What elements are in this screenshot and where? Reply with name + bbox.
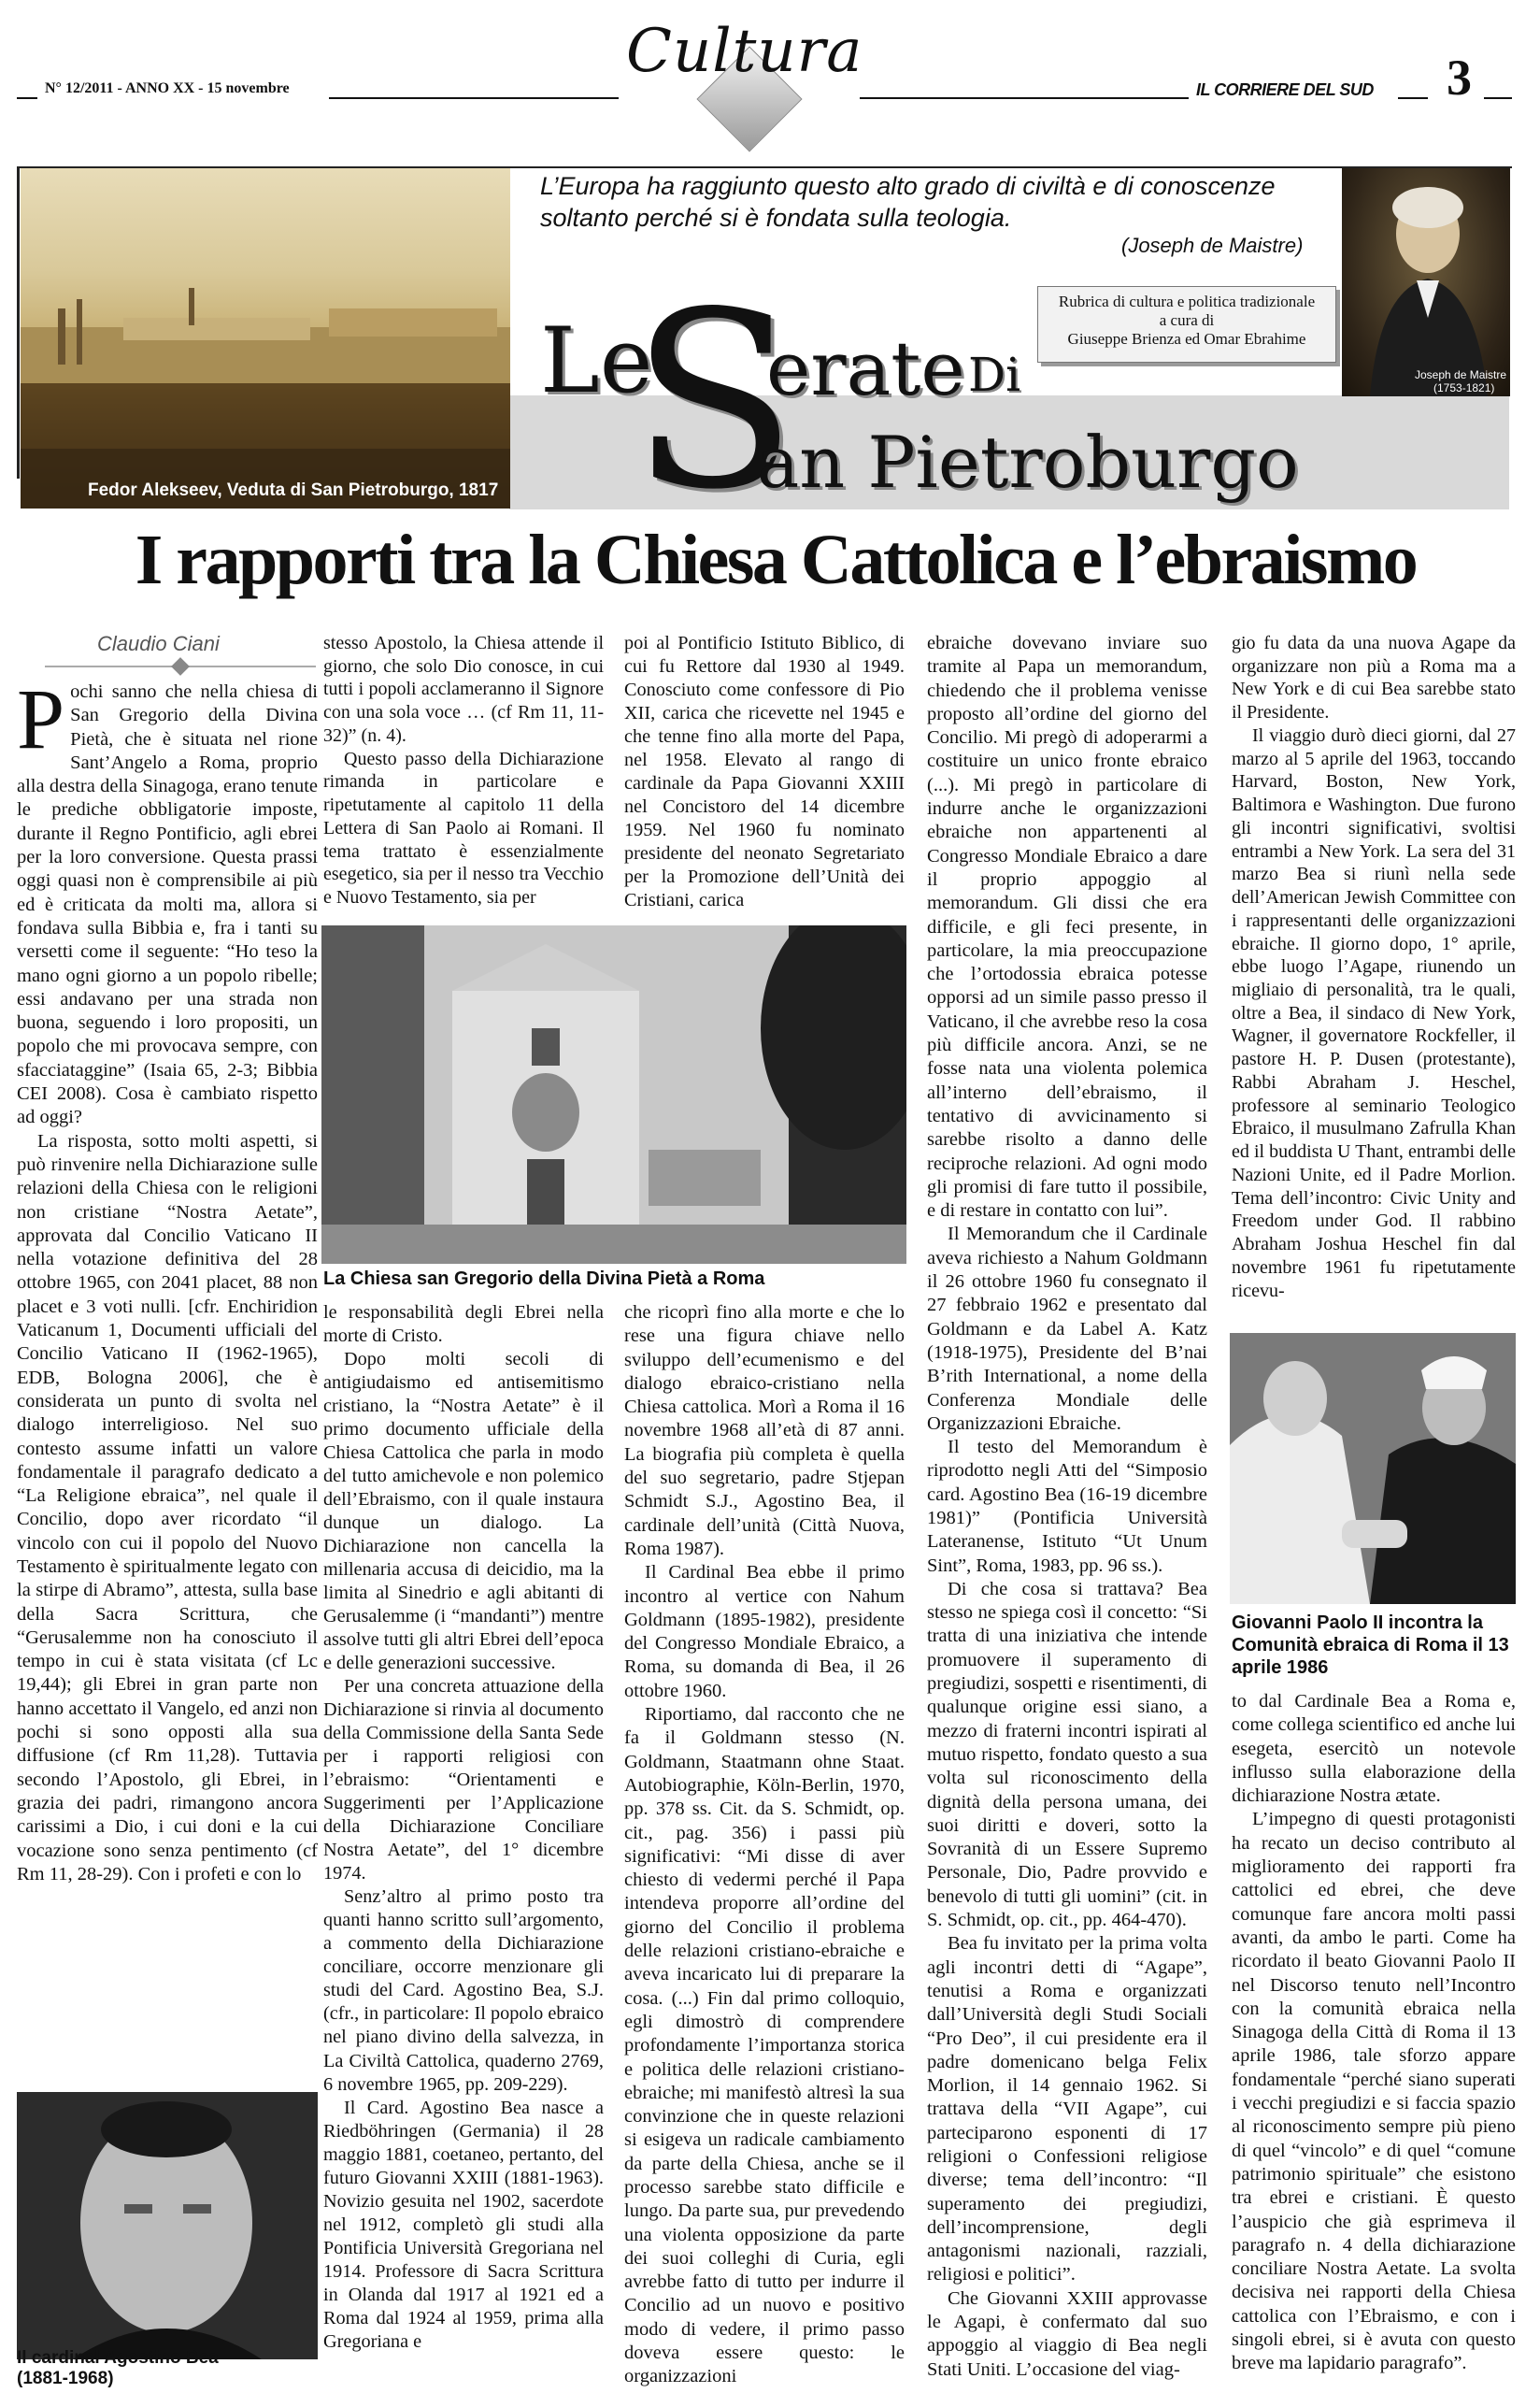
paragraph [1232,632,1516,724]
pope-artwork [1230,1333,1516,1604]
paragraph-text: Di che cosa si trattava? Bea stesso ne spiega così il concetto: “Si tratta di una iniziativa che intende promuovere il superamento di pregiudizi, sospetti e risentimenti, di qualunque origine essi siano, a mezzo di fraterni incontri ispirati al mutuo rispetto, fondato questo a sua volta sul riconoscimento della dignità della persona umana, dei suoi diritti e doveri, sotto la Sovranità di un Essere Supremo Personale, Dio, Padre provvido e benevolo di tutti gli uomini” (cit. in S. Schmidt, op. cit., pp. 464-470). [927,1578,1207,1931]
painting-caption: Fedor Alekseev, Veduta di San Pietroburgo, 1817 [88,480,499,500]
paragraph-text: Il viaggio durò dieci giorni, dal 27 marzo al 5 aprile del 1963, toccando Harvard, Boston, New York, Baltimora e Washington. Due furono gli incontri significativi, svoltisi entrambi a New York. La sera del 31 marzo Bea si riunì nella sede dell’American Jewish Committee con i rappresentanti delle organizzazioni ebraiche. Il giorno dopo, 1° aprile, ebbe luogo l’Agape, riunendo un migliaio di personalità, tra le quali, oltre a Bea, il sindaco di New York, Wagner, il governatore Rockfeller, il pastore H. P. Dusen (protestante), Rabbi Abraham J. Heschel, professore al seminario Teologico Ebraico, il musulmano Zafrulla Khan ed il buddista U Thant, entrambi delle Nazioni Unite, ed il Padre Morlion. Tema dell’incontro: Civic Unity and Freedom under God. Il rabbino Abraham Joshua Heschel fin dal novembre 1961 fu ripetutamente ricevu- [1232,724,1516,1301]
church-photo [321,925,906,1264]
banner-quote: L’Europa ha raggiunto questo alto grado di civiltà e di conoscenze soltanto perché si è fondata sulla teologia. [540,172,1276,232]
paragraph-text: Il Card. Agostino Bea nasce a Riedböhringen (Germania) il 28 maggio 1881, coetaneo, pertanto, del futuro Giovanni XXIII (1881-1963). Novizio gesuita nel 1902, sacerdote nel 1912, completò gli studi alla Pontificia Università Gregoriana nel 1914. Professore di Sacra Scrittura in Olanda dal 1917 al 1921 ed a Roma dal 1924 al 1959, prima alla Gregoriana e [323,2097,604,2352]
rubrica-line-1: Rubrica di cultura e politica tradizionale [1058,293,1316,310]
column-2-bottom [323,1301,604,2393]
paragraph [927,1223,1207,1436]
series-title-erate: erate [766,325,965,412]
column-4 [927,632,1207,2393]
header-rule-mid-left [329,97,619,99]
paragraph [1232,724,1516,1302]
portrait-caption-name: Joseph de Maistre [1415,368,1507,381]
paragraph [323,2097,604,2354]
paragraph [1232,1690,1516,1808]
paragraph [323,1348,604,1675]
bea-photo [17,2092,318,2359]
paragraph [927,632,1207,1223]
page-number: 3 [1447,50,1472,106]
rubrica-box [1037,286,1336,363]
paragraph [927,1436,1207,1578]
pope-caption: Giovanni Paolo II incontra la Comunità ebraica di Roma il 13 aprile 1986 [1232,1612,1509,1678]
de-maistre-portrait [1342,168,1510,396]
paragraph [323,632,604,748]
portrait-caption-dates: (1753-1821) [1433,381,1495,394]
painting-artwork [21,168,510,509]
church-caption: La Chiesa san Gregorio della Divina Pietà a Roma [323,1268,765,1289]
banner-frame [17,166,20,479]
paragraph-text: L’impegno di questi protagonisti ha recato un deciso contributo al miglioramento dei rapporti fra cattolici ed ebrei, che deve comunque fare ancora molti passi avanti, da ambo le parti. Come ha ricordato il beato Giovanni Paolo II nel Discorso tenuto nell’Incontro con la comunità ebraica nella Sinagoga della Città di Roma il 13 aprile 1986, tale sforzo appare fondamentale “perché siano superati i vecchi pregiudizi e si faccia spazio al riconoscimento sempre più pieno di quel “vincolo” e di quel “comune patrimonio spirituale” che esistono tra ebrei e cristiani. È questo l’auspicio che già esprimeva il paragrafo n. 4 della dichiarazione conciliare Nostra Aetate. La svolta decisiva nei rapporti della Chiesa cattolica con l’Ebraismo, e con i singoli ebrei, si è avuta con questo breve ma lapidario paragrafo”. [1232,1809,1516,2374]
paragraph [1232,1808,1516,2375]
paragraph [323,1301,604,1348]
paragraph [323,748,604,910]
paragraph-text: Il testo del Memorandum è riprodotto negli Atti del “Simposio card. Agostino Bea (16-19 dicembre 1981)” (Pontificia Università Lateranense, Istituto “Ut Unum Sint”, Roma, 1983, pp. 96 ss.). [927,1437,1207,1576]
paragraph-text: le responsabilità degli Ebrei nella morte di Cristo. [323,1302,604,1347]
paragraph [624,1703,905,2389]
quote-author: (Joseph de Maistre) [1121,234,1304,257]
paragraph-text: Il Cardinal Bea ebbe il primo incontro al vertice con Nahum Goldmann (1895-1982), presidente del Congresso Mondiale Ebraico, a Roma, su domanda di Bea, il 26 ottobre 1960. [624,1562,905,1701]
series-title-s: S [631,261,798,543]
paragraph-text: ebraiche dovevano inviare suo tramite al Papa un memorandum, chiedendo che il problema venisse proposto all’ordine del giorno del Concilio. Mi pregò di adoperarmi a costituire un unico fronte ebraico (...). Mi pregò in particolare di indurre anche le organizzazioni ebraiche non appartenenti al Congresso Mondiale Ebraico a dare il proprio appoggio al memorandum. Gli dissi che era difficile, e gli feci presente, in particolare, la mia preoccupazione che l’ortodossia ebraica potesse opporsi ad un simile passo presso il Vaticano, il che avrebbe reso la cosa più difficile ancora. Anzi, se ne fosse nata una violenta polemica all’interno dell’ebraismo, il tentativo di avvicinamento si sarebbe risolto a danno delle reciproche relazioni. Ad ogni modo gli promisi di fare tutto il possibile, e di restare in contatto con lui”. [927,633,1207,1222]
paragraph-text: gio fu data da una nuova Agape da organizzare non più a Roma ma a New York e di cui Bea sarebbe stato il Presidente. [1232,633,1516,724]
paragraph-text: Senz’altro al primo posto tra quanti hanno scritto sull’argomento, a commento della Dichiarazione conciliare, occorre menzionare gli studi del Card. Agostino Bea, S.J. (cfr., in particolare: Il popolo ebraico nel piano divino della salvezza, in La Civiltà Cattolica, quaderno 2769, 6 novembre 1965, pp. 209-229). [323,1886,604,2095]
paragraph [624,1561,905,1703]
church-artwork [321,925,906,1264]
newspaper-name: IL CORRIERE DEL SUD [1196,80,1374,99]
paragraph-text: La risposta, sotto molti aspetti, si può rinvenire nella Dichiarazione sulle relazioni della Chiesa con le religioni non cristiane “Nostra Aetate”, approvata dal Concilio Vaticano II nella votazione definitiva del 28 ottobre 1965, con 2041 placet, 88 non placet e 3 voti nulli. [cfr. Enchiridion Vaticanum 1, Documenti ufficiali del Concilio Vaticano II (1962-1965), EDB, Bologna 2006], che è considerata un punto di svolta nel dialogo interreligioso. Nel suo contesto assume infatti un valore fondamentale il paragrafo dedicato a “La Religione ebraica”, nel quale il Concilio, dopo aver ricordato “il vincolo con cui il popolo del Nuovo Testamento è spiritualmente legato con la stirpe di Abramo”, attesta, sulla base della Sacra Scrittura, che “Gerusalemme non ha conosciuto il tempo in cui è stata visitata (cf Lc 19,44); gli Ebrei in gran parte non hanno accettato il Vangelo, ed anzi non pochi si sono opposti alla sua diffusione (cf Rm 11,28). Tuttavia secondo l’Apostolo, gli Ebrei, in grazia dei padri, rimangono ancora carissimi a Dio, i cui doni e la cui vocazione sono senza pentimento (cf Rm 11, 28-29). Con i profeti e con lo [17,1130,318,1884]
paragraph [927,1578,1207,1932]
paragraph-text: che ricoprì fino alla morte e che lo rese una figura chiave nello sviluppo dell’ecumenismo e del dialogo ebraico-cristiano nella Chiesa cattolica. Morì a Roma il 16 novembre 1968 all’età di 87 anni. La biografia più completa è quella del suo segretario, padre Stjepan Schmidt S.J., Agostino Bea, il cardinale dell’unità (Città Nuova, Roma 1987). [624,1302,905,1559]
bea-artwork [17,2092,318,2359]
paragraph-text: Per una concreta attuazione della Dichiarazione si rinvia al documento della Commissione della Santa Sede per i rapporti religiosi con l’ebraismo: “Orientamenti e Suggerimenti per l’Applicazione della Dichiarazione Conciliare Nostra Aetate”, del 1° dicembre 1974. [323,1676,604,1884]
header-rule-right [1398,97,1428,99]
column-5-top [1232,632,1516,1329]
paragraph-text: Il Memorandum che il Cardinale aveva richiesto a Nahum Goldmann il 26 ottobre 1960 fu consegnato il 27 febbraio 1962 e presentato dal Goldmann e da Label A. Katz (1918-1975), Presidente del B’nai B’rith International, a nome della Conferenza Mondiale delle Organizzazioni Ebraiche. [927,1224,1207,1434]
paragraph-text: Bea fu invitato per la prima volta agli incontri detti di “Agape”, tenutisi a Roma e organizzati dall’Università degli Studi Sociali “Pro Deo”, il cui presidente era il padre domenicano belga Felix Morlion, il 14 gennaio 1962. Si trattava della “VII Agape”, cui parteciparono esponenti di 17 religioni o Confessioni religiose diverse; tema dell’incontro: “Il superamento dei pregiudizi, dell’incomprensione, degli antagonismi nazionali, razziali, religiosi e politici”. [927,1933,1207,2286]
paragraph-text: Che Giovanni XXIII approvasse le Agapi, è confermato dal suo appoggio al viaggio di Bea negli Stati Uniti. L’occasione del viag- [927,2287,1207,2380]
rubrica-line-3: Giuseppe Brienza ed Omar Ebrahime [1067,330,1306,348]
header-rule-mid-right [860,97,1189,99]
paragraph-text: Dopo molti secoli di antigiudaismo ed antisemitismo cristiano, la “Nostra Aetate” è il primo documento ufficiale della Chiesa Cattolica che parla in modo del tutto amichevole e non polemico dell’Ebraismo, con il quale instaura dunque un dialogo. La Dichiarazione non cancella la millenaria accusa di deicidio, ma la limita al Sinedrio e agli abitanti di Gerusalemme (i “mandanti”) mentre assolve tutti gli altri Ebrei dell’epoca e delle generazioni successive. [323,1349,604,1674]
paragraph-text: poi al Pontificio Istituto Biblico, di cui fu Rettore dal 1930 al 1949. Conosciuto come confessore di Pio XII, carica che ricevette nel 1945 e che tenne fino alla morte del Papa, nel 1958. Elevato al rango di cardinale da Papa Giovanni XXIII nel Concistoro del 14 dicembre 1959. Nel 1960 fu nominato presidente del neonato Segretariato per la Promozione dell’Unità dei Cristiani, carica [624,633,905,911]
column-2-top [323,632,604,912]
column-3-top [624,632,905,912]
paragraph [624,632,905,912]
paragraph [323,1675,604,1885]
header-rule-left [17,97,37,99]
article-title: I rapporti tra la Chiesa Cattolica e l’ebraismo [135,521,1417,599]
column-5-bottom [1232,1690,1516,2393]
section-title: Cultura [626,17,863,86]
painting-image [21,168,510,509]
paragraph [17,681,318,1130]
issue-info: N° 12/2011 - ANNO XX - 15 novembre [45,80,290,96]
paragraph-text: ochi sanno che nella chiesa di San Gregorio della Divina Pietà, che è situata nel rione Sant’Angelo a Roma, proprio alla destra della Sinagoga, erano tenute le prediche obbligatorie imposte, durante il Regno Pontificio, agli ebrei per la loro conversione. Questa prassi oggi quasi non è comprensibile ai più ed è criticata da molti ma, allora si fondava sulla Bibbia e, fra i tanti su versetti come il seguente: “Ho teso la mano ogni giorno a un popolo ribelle; essi andavano per una strada non buona, seguendo i loro propositi, un popolo che mi provocava sempre, con sfacciataggine” (Isaia 65, 2-3; Bibbia CEI 2008). Cosa è cambiato rispetto ad oggi? [17,681,318,1128]
header-rule-end [1484,97,1512,99]
portrait-artwork [1342,168,1510,396]
article-author: Claudio Ciani [97,632,220,655]
series-title-le: Le [540,308,653,413]
drop-cap: P [17,681,65,767]
paragraph [927,1932,1207,2286]
column-3-bottom [624,1301,905,2393]
paragraph-text: to dal Cardinale Bea a Roma e, come collega scientifico ed anche lui esegeta, esercitò un notevole influsso sulla elaborazione della dichiarazione Nostra ætate. [1232,1691,1516,1807]
paragraph-text: stesso Apostolo, la Chiesa attende il giorno, che solo Dio conosce, in cui tutti i popoli acclameranno il Signore con una sola voce … (cf Rm 11, 11-32)” (n. 4). [323,633,604,746]
paragraph [927,2287,1207,2382]
series-title-di: Di [968,348,1021,402]
paragraph [624,1301,905,1561]
pope-photo [1230,1333,1516,1604]
bea-caption: Il cardinal Agostino Bea (1881-1968) [17,2348,219,2388]
column-1 [17,681,318,2079]
paragraph-text: Questo passo della Dichiarazione rimanda in particolare e ripetutamente al capitolo 11 della Lettera di San Paolo ai Romani. Il tema trattato è essenzialmente esegetico, sia per il nesso tra Vecchio e Nuovo Testamento, sia per [323,748,604,909]
paragraph [323,1885,604,2096]
rubrica-line-2: a cura di [1159,311,1215,329]
paragraph-text: Riportiamo, dal racconto che ne fa il Goldmann stesso (N. Goldmann, Staatmann ohne Staat. Autobiographie, Köln-Berlin, 1970, pp. 378 ss. Cit. da S. Schmidt, op. cit., pag. 356) i passi più significativi: “Mi disse di aver chiesto di vedermi perché il Papa intendeva proporre all’ordine del giorno del Concilio il problema delle relazioni cristiano-ebraiche e aveva incaricato lui di preparare la cosa. (...) Fin dal primo colloquio, egli dimostrò di comprendere profondamente l’importanza storica e politica delle relazioni cristiano-ebraiche; mi manifestò altresì la sua convinzione che in queste relazioni si esigeva un radicale cambiamento da parte della Chiesa, anche se il processo sarebbe stato difficile e lungo. Da parte sua, pur prevedendo una violenta opposizione da parte dei suoi colleghi di Curia, egli avrebbe fatto di tutto per indurre il Concilio ad un nuovo e positivo modo di vedere, il primo passo doveva essere questo: le organizzazioni [624,1704,905,2387]
author-ornament-diamond [171,657,190,676]
series-title-san-pietroburgo: an Pietroburgo [757,421,1299,504]
paragraph [17,1130,318,1887]
